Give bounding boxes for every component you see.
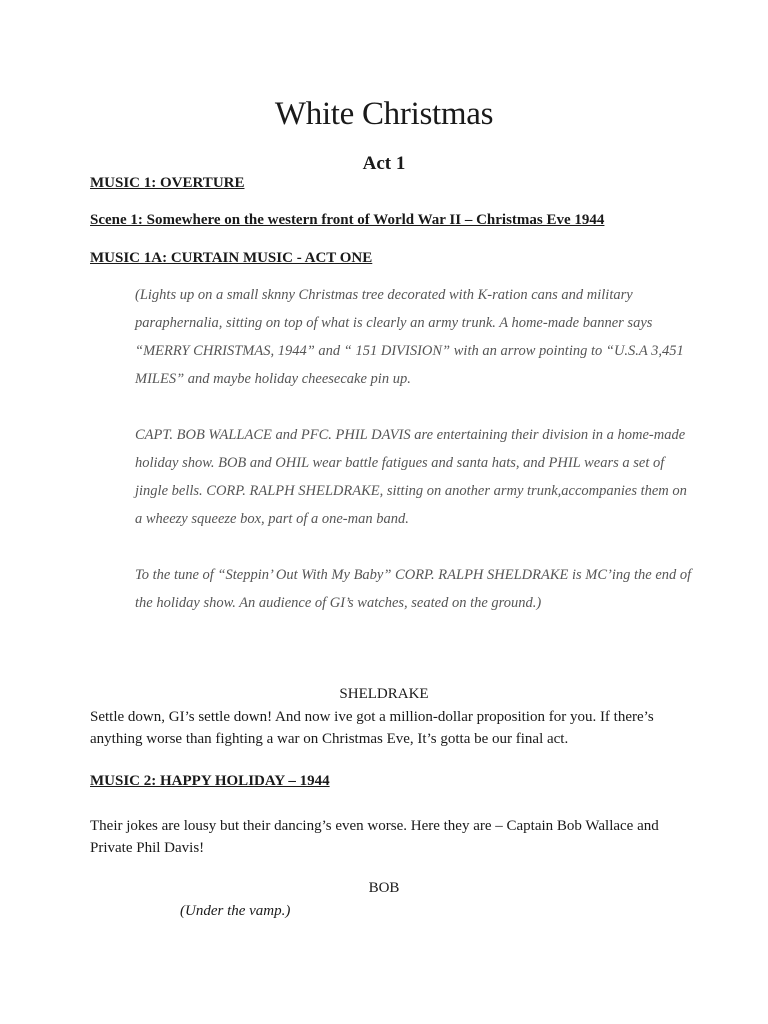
dialogue-sheldrake-2: Their jokes are lousy but their dancing’s even worse. Here they are – Captain Bob Wallace and Private Phil Davis! xyxy=(90,818,659,856)
dialogue-sheldrake-1: Settle down, GI’s settle down! And now ive got a million-dollar proposition for you. If there’s anything worse than fighting a war on Christmas Eve, It’s gotta be our final act. xyxy=(90,709,654,747)
music-cue-overture: MUSIC 1: OVERTURE xyxy=(90,175,245,191)
stage-direction-characters: CAPT. BOB WALLACE and PFC. PHIL DAVIS are entertaining their division in a home-made holiday show. BOB and OHIL wear battle fatigues and santa hats, and PHIL wears a set of jingle bells. CORP. RALPH SHELDRAKE, sitting on another army trunk,accompanies them on a wheezy squeeze box, part of a one-man band. xyxy=(135,427,687,527)
stage-direction-tune: To the tune of “Steppin’ Out With My Baby” CORP. RALPH SHELDRAKE is MC’ing the end of the holiday show. An audience of GI’s watches, seated on the ground.) xyxy=(135,567,692,611)
stage-direction-opening: (Lights up on a small sknny Christmas tree decorated with K-ration cans and military paraphernalia, sitting on top of what is clearly an army trunk. A home-made banner says “MERRY CHRISTMAS, 1944” and “ 151 DIVISION” with an arrow pointing to “U.S.A 3,451 MILES” and maybe holiday cheesecake pin up. xyxy=(135,287,684,387)
page-title: White Christmas xyxy=(274,96,494,132)
music-cue-happy-holiday: MUSIC 2: HAPPY HOLIDAY – 1944 xyxy=(90,773,330,789)
character-name-bob: BOB xyxy=(368,880,400,896)
character-name-sheldrake: SHELDRAKE xyxy=(339,686,429,702)
scene-heading: Scene 1: Somewhere on the western front of World War II – Christmas Eve 1944 xyxy=(90,212,605,228)
music-cue-curtain: MUSIC 1A: CURTAIN MUSIC - ACT ONE xyxy=(90,250,373,266)
act-heading: Act 1 xyxy=(362,153,406,174)
parenthetical-bob: (Under the vamp.) xyxy=(180,903,291,919)
